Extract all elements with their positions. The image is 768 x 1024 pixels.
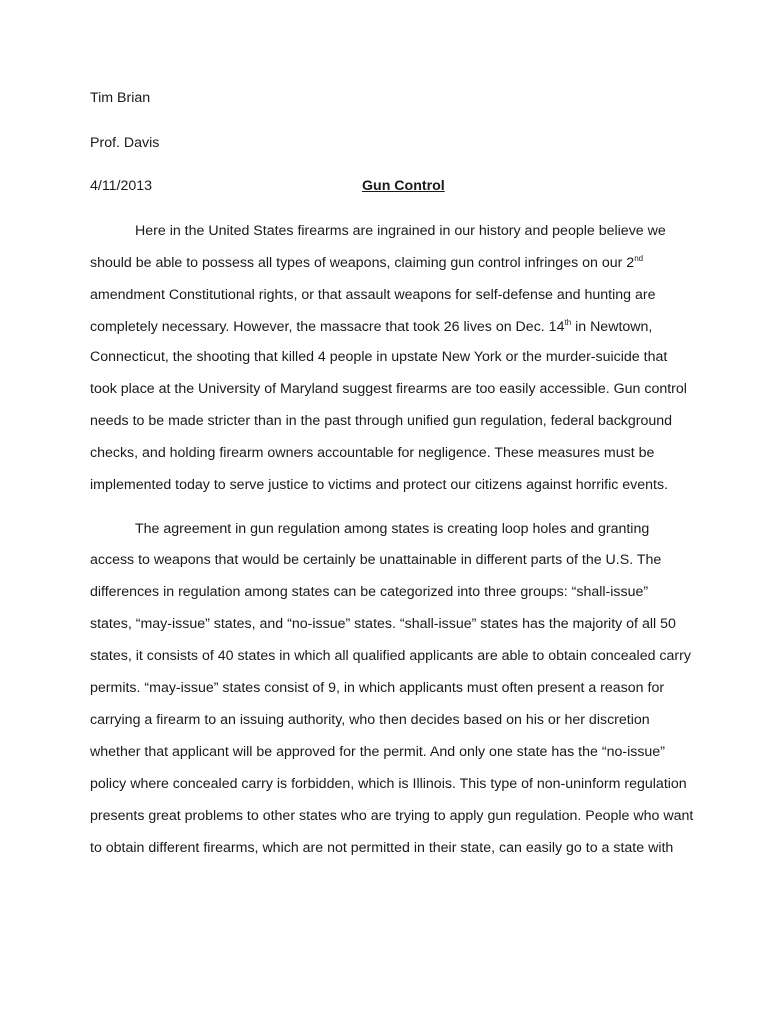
paragraph-2-line-9: policy where concealed carry is forbidden, which is Illinois. This type of non-uninform regulation xyxy=(90,776,687,792)
paragraph-1-line-9: implemented today to serve justice to victims and protect our citizens against horrific events. xyxy=(90,477,669,493)
paragraph-2-line-6: permits. “may-issue” states consist of 9, in which applicants must often present a reason for xyxy=(90,680,665,696)
paragraph-2-line-2: access to weapons that would be certainly be unattainable in different parts of the U.S. The xyxy=(90,552,662,568)
paragraph-2-line-1: The agreement in gun regulation among states is creating loop holes and granting xyxy=(135,521,650,537)
paragraph-1-line-4-tail: in Newtown, xyxy=(571,319,653,335)
paragraph-2-line-5: states, it consists of 40 states in which all qualified applicants are able to obtain concealed carry xyxy=(90,648,691,664)
paragraph-1-line-1: Here in the United States firearms are ingrained in our history and people believe we xyxy=(135,223,666,239)
paragraph-1-line-4 xyxy=(90,318,652,336)
paragraph-1-line-2 xyxy=(90,254,643,272)
paragraph-2-line-3: differences in regulation among states can be categorized into three groups: “shall-issue” xyxy=(90,584,649,600)
paragraph-1-line-6: took place at the University of Maryland suggest firearms are too easily accessible. Gun control xyxy=(90,381,687,397)
paragraph-2-line-8: whether that applicant will be approved for the permit. And only one state has the “no-issue” xyxy=(90,744,665,760)
superscript-nd: nd xyxy=(634,254,644,263)
paragraph-1-line-7: needs to be made stricter than in the past through unified gun regulation, federal background xyxy=(90,413,673,429)
date: 4/11/2013 xyxy=(90,178,153,194)
professor-name: Prof. Davis xyxy=(90,135,160,151)
paragraph-1-line-3: amendment Constitutional rights, or that assault weapons for self-defense and hunting are xyxy=(90,287,656,303)
paragraph-2-line-7: carrying a firearm to an issuing authority, who then decides based on his or her discretion xyxy=(90,712,650,728)
paragraph-2-line-10: presents great problems to other states who are trying to apply gun regulation. People who want xyxy=(90,808,694,824)
superscript-th: th xyxy=(564,318,572,327)
paragraph-1-line-4-text: completely necessary. However, the massacre that took 26 lives on Dec. 14 xyxy=(90,319,565,335)
author-name: Tim Brian xyxy=(90,90,151,106)
paragraph-1-line-5: Connecticut, the shooting that killed 4 people in upstate New York or the murder-suicide that xyxy=(90,349,668,365)
paragraph-2-line-4: states, “may-issue” states, and “no-issue” states. “shall-issue” states has the majority of all 50 xyxy=(90,616,676,632)
essay-title: Gun Control xyxy=(362,178,445,194)
paragraph-2-line-11: to obtain different firearms, which are not permitted in their state, can easily go to a state with xyxy=(90,840,674,856)
paragraph-1-line-2-text: should be able to possess all types of weapons, claiming gun control infringes on our 2 xyxy=(90,255,635,271)
paragraph-1-line-8: checks, and holding firearm owners accountable for negligence. These measures must be xyxy=(90,445,655,461)
